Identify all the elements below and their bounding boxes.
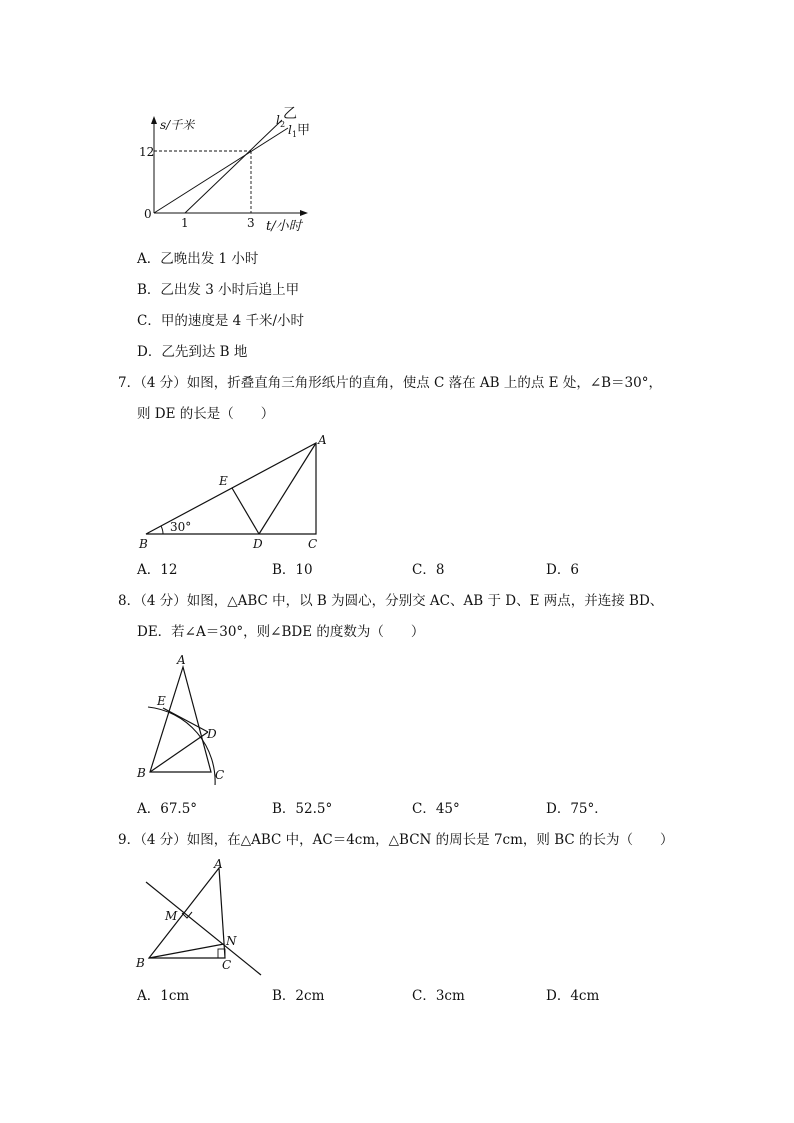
- x-axis-label: t/小时: [266, 219, 302, 234]
- l1-subscript: 1: [292, 130, 298, 139]
- segment-bn: [149, 944, 224, 958]
- q7-option-a: A．12: [137, 562, 178, 578]
- q9-stem: 9．（4 分）如图，在△ABC 中，AC＝4cm，△BCN 的周长是 7cm，则 BC 的长为（ ）: [118, 832, 674, 848]
- q7-option-c: C．8: [412, 562, 445, 578]
- q9-option-d: D．4cm: [546, 988, 600, 1004]
- triangle-abc: [150, 667, 211, 772]
- l2-label: l: [276, 113, 280, 127]
- l1-label: l: [288, 123, 292, 137]
- q7-stem-line1: 7．（4 分）如图，折叠直角三角形纸片的直角，使点 C 落在 AB 上的点 E 处，∠B＝30°，: [118, 375, 662, 391]
- q7-stem-line2: 则 DE 的长是（ ）: [137, 406, 275, 422]
- line-l2-yi: [185, 120, 282, 213]
- point-c-label: C: [215, 768, 225, 782]
- q7-option-d: D．6: [546, 562, 579, 578]
- q9-triangle-figure: [130, 855, 270, 980]
- point-b-label: B: [136, 956, 145, 970]
- point-c-label: C: [222, 958, 232, 972]
- q8-option-d: D．75°．: [546, 801, 608, 817]
- q8-option-b: B．52.5°: [272, 801, 333, 817]
- q6-option-d: D．乙先到达 B 地: [137, 344, 248, 360]
- q8-stem-line2: DE．若∠A＝30°，则∠BDE 的度数为（ ）: [137, 624, 425, 640]
- q7-triangle-figure: [130, 430, 340, 555]
- y-tick-12: 12: [139, 145, 155, 159]
- x-axis-arrow: [300, 210, 308, 216]
- triangle-abc: [149, 868, 225, 958]
- y-axis-label: s/千米: [160, 118, 195, 132]
- point-d-label: D: [253, 537, 263, 551]
- segment-bd: [150, 732, 208, 772]
- segment-ed: [232, 488, 259, 534]
- l1-name: 甲: [297, 123, 311, 138]
- angle-30-label: 30°: [170, 520, 192, 534]
- segment-da: [259, 443, 316, 534]
- segment-de: [163, 708, 208, 732]
- q8-stem-line1: 8．（4 分）如图，△ABC 中，以 B 为圆心，分别交 AC、AB 于 D、E 两点，并连接 BD、: [118, 593, 664, 609]
- x-tick-3: 3: [247, 216, 255, 230]
- point-e-label: E: [157, 694, 166, 708]
- point-a-label: A: [214, 857, 223, 871]
- q6-distance-time-graph: [130, 100, 320, 235]
- q7-option-b: B．10: [272, 562, 313, 578]
- q6-option-a: A．乙晚出发 1 小时: [137, 251, 259, 267]
- point-n-label: N: [226, 934, 237, 948]
- l2-subscript: 2: [280, 120, 286, 129]
- line-l1-jia: [154, 128, 288, 213]
- y-axis-arrow: [151, 116, 157, 124]
- angle-arc: [161, 526, 163, 534]
- point-m-label: M: [165, 909, 178, 923]
- point-b-label: B: [137, 766, 146, 780]
- q6-option-c: C．甲的速度是 4 千米/小时: [137, 313, 305, 329]
- q6-option-b: B．乙出发 3 小时后追上甲: [137, 282, 300, 298]
- x-tick-1: 1: [181, 216, 189, 230]
- q8-triangle-figure: [130, 650, 240, 785]
- q9-option-c: C．3cm: [412, 988, 465, 1004]
- l2-name: 乙: [283, 106, 297, 122]
- q9-option-b: B．2cm: [272, 988, 325, 1004]
- point-e-label: E: [219, 474, 228, 488]
- point-d-label: D: [207, 727, 217, 741]
- origin-label: 0: [144, 207, 152, 221]
- q9-option-a: A．1cm: [137, 988, 190, 1004]
- point-a-label: A: [318, 433, 327, 447]
- point-b-label: B: [139, 537, 148, 551]
- q8-option-a: A．67.5°: [137, 801, 198, 817]
- point-c-label: C: [308, 537, 318, 551]
- q8-option-c: C．45°: [412, 801, 460, 817]
- perpendicular-bisector: [146, 882, 261, 975]
- point-a-label: A: [177, 653, 186, 667]
